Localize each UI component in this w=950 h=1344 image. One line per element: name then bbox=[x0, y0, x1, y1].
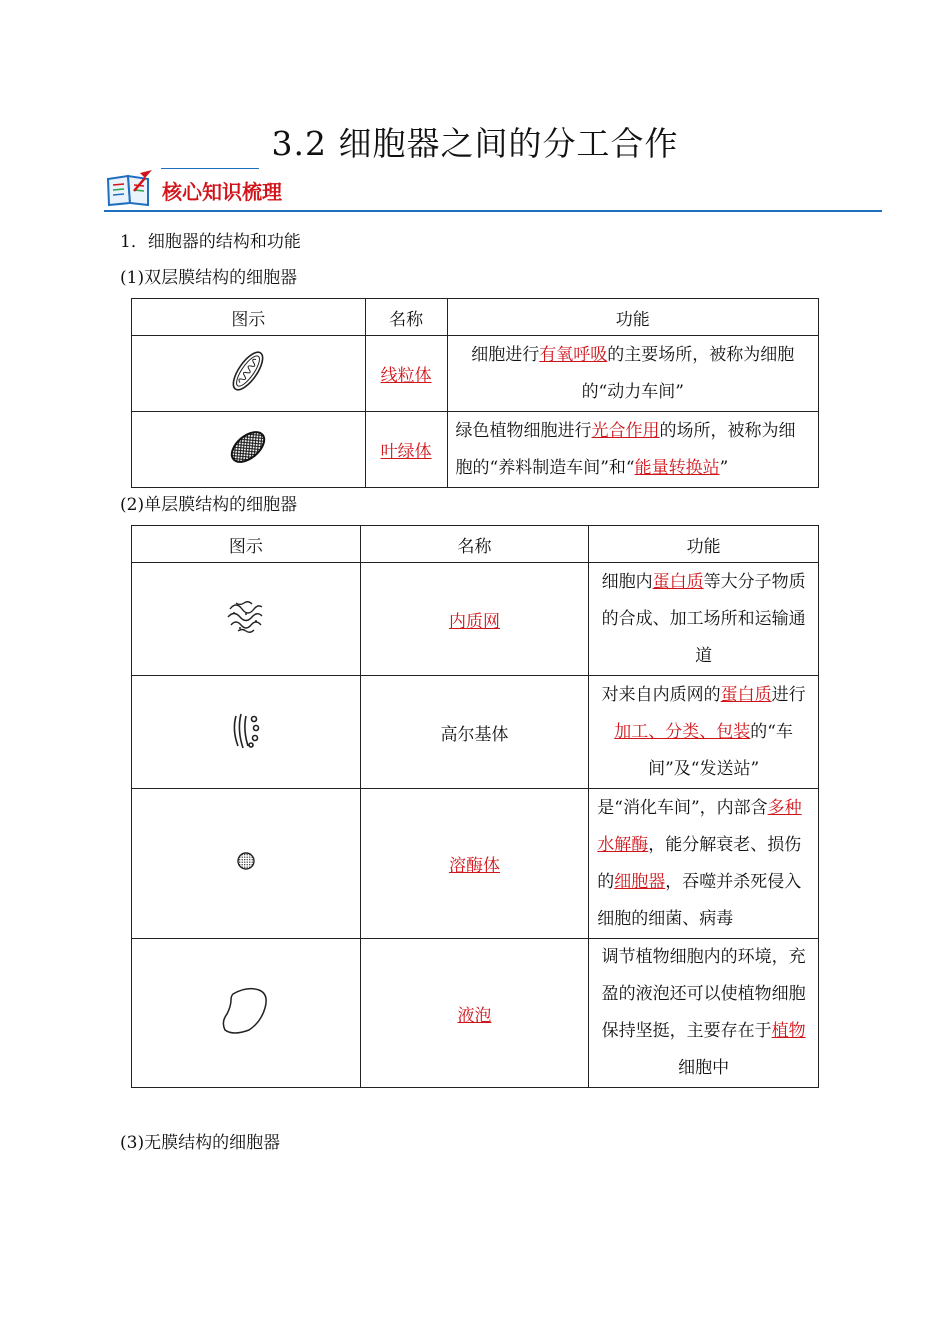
organelle-name: 内质网 bbox=[360, 563, 589, 676]
figure-cell bbox=[132, 563, 361, 676]
figure-cell bbox=[132, 789, 361, 939]
header-name: 名称 bbox=[365, 299, 447, 336]
header-function: 功能 bbox=[447, 299, 818, 336]
subheading-non-membrane: (3)无膜结构的细胞器 bbox=[120, 1133, 281, 1153]
organelle-name: 叶绿体 bbox=[365, 412, 447, 488]
organelle-function: 对来自内质网的蛋白质进行加工、分类、包装的“车间”及“发送站” bbox=[589, 676, 819, 789]
lysosome-icon bbox=[236, 851, 256, 871]
header-function: 功能 bbox=[589, 526, 819, 563]
header-figure: 图示 bbox=[132, 299, 366, 336]
table-row bbox=[132, 789, 819, 939]
table-row bbox=[132, 676, 819, 789]
organelle-name: 液泡 bbox=[360, 939, 589, 1088]
figure-cell bbox=[132, 412, 366, 488]
table-header-row bbox=[132, 299, 819, 336]
organelle-function: 绿色植物细胞进行光合作用的场所，被称为细胞的“养料制造车间”和“能量转换站” bbox=[447, 412, 818, 488]
page-title: 3.2 细胞器之间的分工合作 bbox=[271, 124, 679, 163]
vacuole-icon bbox=[219, 984, 273, 1038]
double-membrane-table bbox=[131, 298, 819, 488]
figure-cell bbox=[132, 336, 366, 412]
single-membrane-table bbox=[131, 525, 819, 1088]
subheading-double-membrane: (1)双层膜结构的细胞器 bbox=[120, 268, 298, 288]
table-row bbox=[132, 563, 819, 676]
organelle-name: 溶酶体 bbox=[360, 789, 589, 939]
header-name: 名称 bbox=[360, 526, 589, 563]
heading-structure-function: 1．细胞器的结构和功能 bbox=[120, 232, 301, 252]
table-row bbox=[132, 939, 819, 1088]
endoplasmic-reticulum-icon bbox=[226, 597, 266, 637]
organelle-name: 线粒体 bbox=[365, 336, 447, 412]
chloroplast-icon bbox=[228, 425, 268, 469]
header-figure: 图示 bbox=[132, 526, 361, 563]
table-row bbox=[132, 412, 819, 488]
banner-bottom-line bbox=[104, 210, 882, 212]
mitochondrion-icon bbox=[228, 346, 268, 396]
organelle-name: 高尔基体 bbox=[360, 676, 589, 789]
table-row bbox=[132, 336, 819, 412]
banner-top-line bbox=[161, 168, 259, 169]
book-pencil-icon bbox=[104, 169, 156, 209]
organelle-function: 细胞进行有氧呼吸的主要场所，被称为细胞的“动力车间” bbox=[447, 336, 818, 412]
table-header-row bbox=[132, 526, 819, 563]
organelle-function: 细胞内蛋白质等大分子物质的合成、加工场所和运输通道 bbox=[589, 563, 819, 676]
golgi-apparatus-icon bbox=[228, 710, 264, 750]
section-banner bbox=[104, 160, 884, 214]
organelle-function: 是“消化车间”，内部含多种水解酶，能分解衰老、损伤的细胞器，吞噬并杀死侵入细胞的细菌、病毒 bbox=[589, 789, 819, 939]
subheading-single-membrane: (2)单层膜结构的细胞器 bbox=[120, 495, 298, 515]
organelle-function: 调节植物细胞内的环境，充盈的液泡还可以使植物细胞保持坚挺，主要存在于植物细胞中 bbox=[589, 939, 819, 1088]
section-label: 核心知识梳理 bbox=[162, 180, 282, 204]
figure-cell bbox=[132, 676, 361, 789]
figure-cell bbox=[132, 939, 361, 1088]
